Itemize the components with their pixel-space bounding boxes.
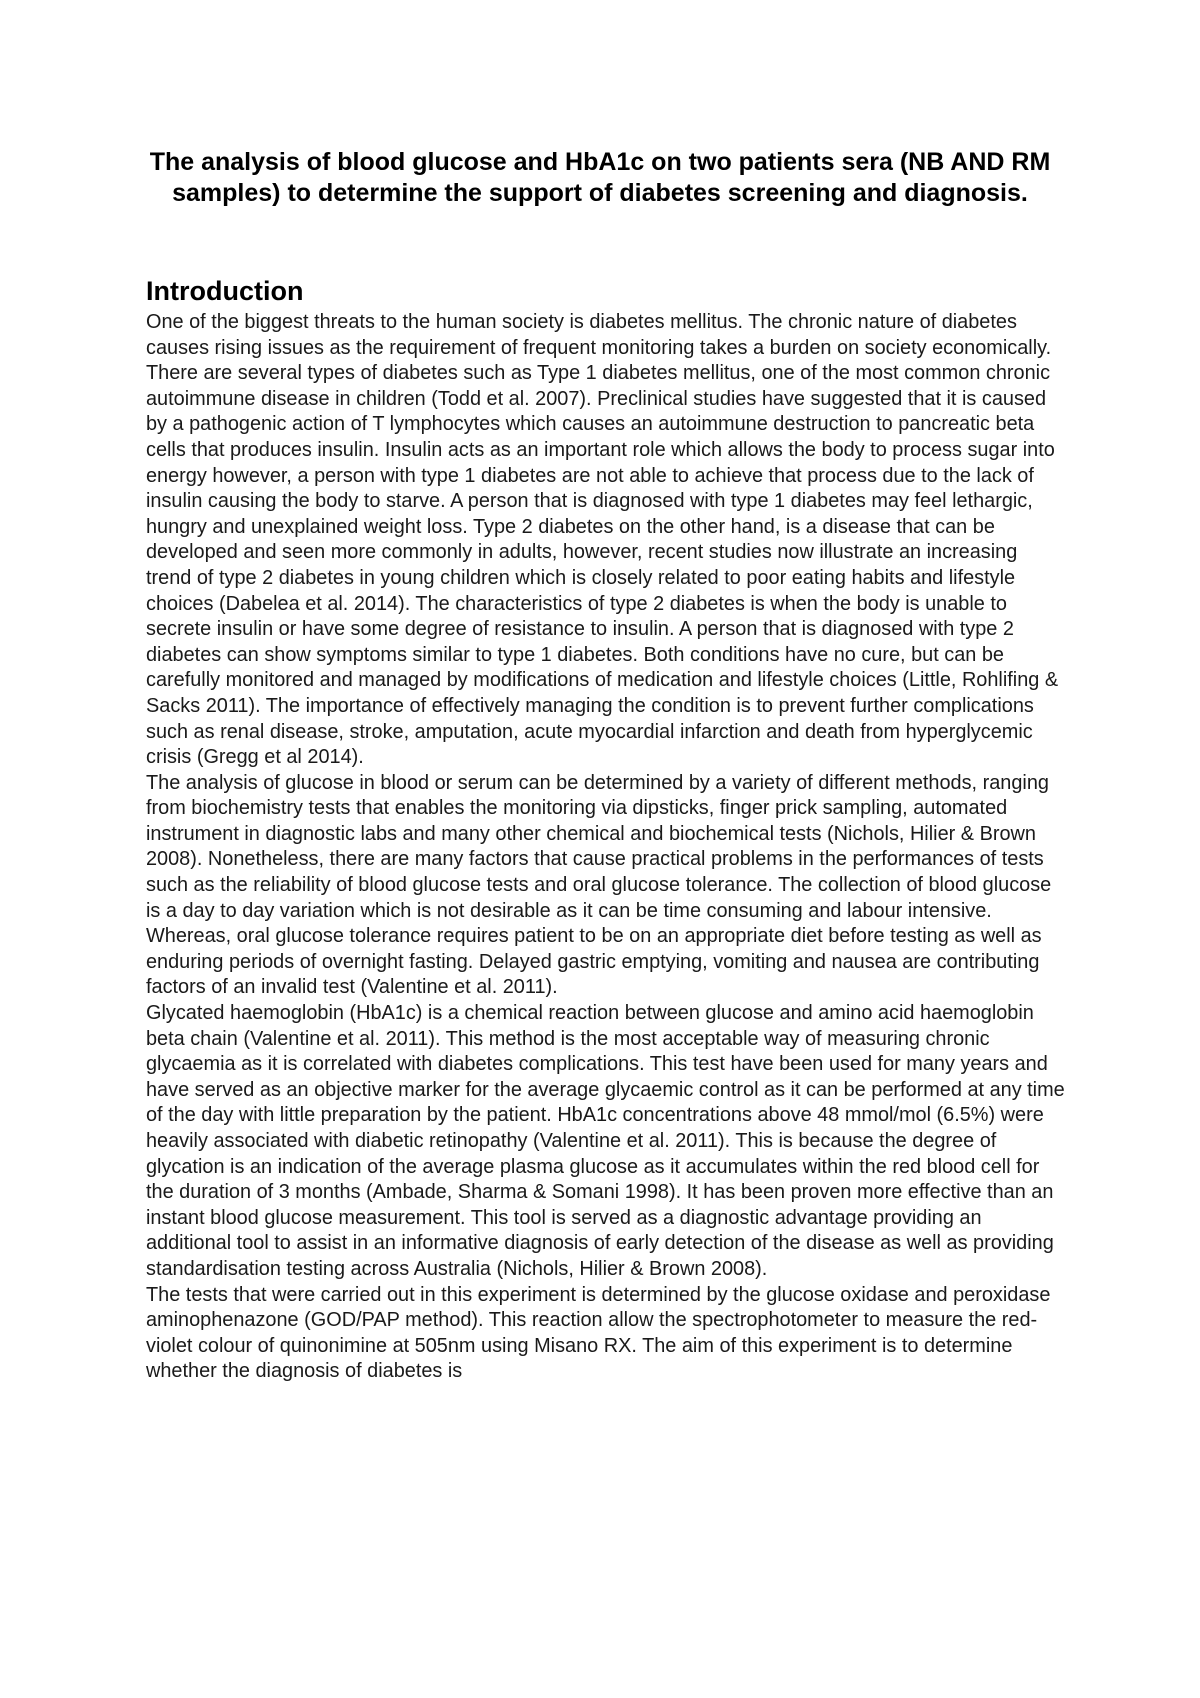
paragraph-4: Glycated haemoglobin (HbA1c) is a chemical reaction between glucose and amino acid haemoglobin beta chain (Valentine et al. 2011). This method is the most acceptable way of measuring chronic glycaemia as it is correlated with diabetes complications. This test have been used for many years and have served as an objective marker for the average glycaemic control as it can be performed at any time of the day with little preparation by the patient. HbA1c concentrations above 48 mmol/mol (6.5%) were heavily associated with diabetic retinopathy (Valentine et al. 2011). This is because the degree of glycation is an indication of the average plasma glucose as it accumulates within the red blood cell for the duration of 3 months (Ambade, Sharma & Somani 1998). It has been proven more effective than an instant blood glucose measurement. This tool is served as a diagnostic advantage providing an additional tool to assist in an informative diagnosis of early detection of the disease as well as providing standardisation testing across Australia (Nichols, Hilier & Brown 2008). [146, 1002, 1065, 1280]
section-heading-introduction: Introduction [146, 276, 304, 306]
introduction-body [146, 310, 1066, 1385]
document-title: The analysis of blood glucose and HbA1c on two patients sera (NB AND RM samples) to determine the support of diabetes screening and diagnosis. [149, 148, 1051, 207]
paragraph-1: One of the biggest threats to the human society is diabetes mellitus. The chronic nature of diabetes causes rising issues as the requirement of frequent monitoring takes a burden on society economically. [146, 311, 1052, 359]
paragraph-2: There are several types of diabetes such as Type 1 diabetes mellitus, one of the most common chronic autoimmune disease in children (Todd et al. 2007). Preclinical studies have suggested that it is caused by a pathogenic action of T lymphocytes which causes an autoimmune destruction to pancreatic beta cells that produces insulin. Insulin acts as an important role which allows the body to process sugar into energy however, a person with type 1 diabetes are not able to achieve that process due to the lack of insulin causing the body to starve. A person that is diagnosed with type 1 diabetes may feel lethargic, hungry and unexplained weight loss. Type 2 diabetes on the other hand, is a disease that can be developed and seen more commonly in adults, however, recent studies now illustrate an increasing trend of type 2 diabetes in young children which is closely related to poor eating habits and lifestyle choices (Dabelea et al. 2014). The characteristics of type 2 diabetes is when the body is unable to secrete insulin or have some degree of resistance to insulin. A person that is diagnosed with type 2 diabetes can show symptoms similar to type 1 diabetes. Both conditions have no cure, but can be carefully monitored and managed by modifications of medication and lifestyle choices (Little, Rohlifing & Sacks 2011). The importance of effectively managing the condition is to prevent further complications such as renal disease, stroke, amputation, acute myocardial infarction and death from hyperglycemic crisis (Gregg et al 2014). [146, 362, 1059, 769]
paragraph-3: The analysis of glucose in blood or serum can be determined by a variety of different methods, ranging from biochemistry tests that enables the monitoring via dipsticks, finger prick sampling, automated instrument in diagnostic labs and many other chemical and biochemical tests (Nichols, Hilier & Brown 2008). Nonetheless, there are many factors that cause practical problems in the performances of tests such as the reliability of blood glucose tests and oral glucose tolerance. The collection of blood glucose is a day to day variation which is not desirable as it can be time consuming and labour intensive. Whereas, oral glucose tolerance requires patient to be on an appropriate diet before testing as well as enduring periods of overnight fasting. Delayed gastric emptying, vomiting and nausea are contributing factors of an invalid test (Valentine et al. 2011). [146, 771, 1052, 999]
paragraph-5: The tests that were carried out in this experiment is determined by the glucose oxidase and peroxidase aminophenazone (GOD/PAP method). This reaction allow the spectrophotometer to measure the red-violet colour of quinonimine at 505nm using Misano RX. The aim of this experiment is to determine whether the diagnosis of diabetes is [146, 1283, 1051, 1383]
